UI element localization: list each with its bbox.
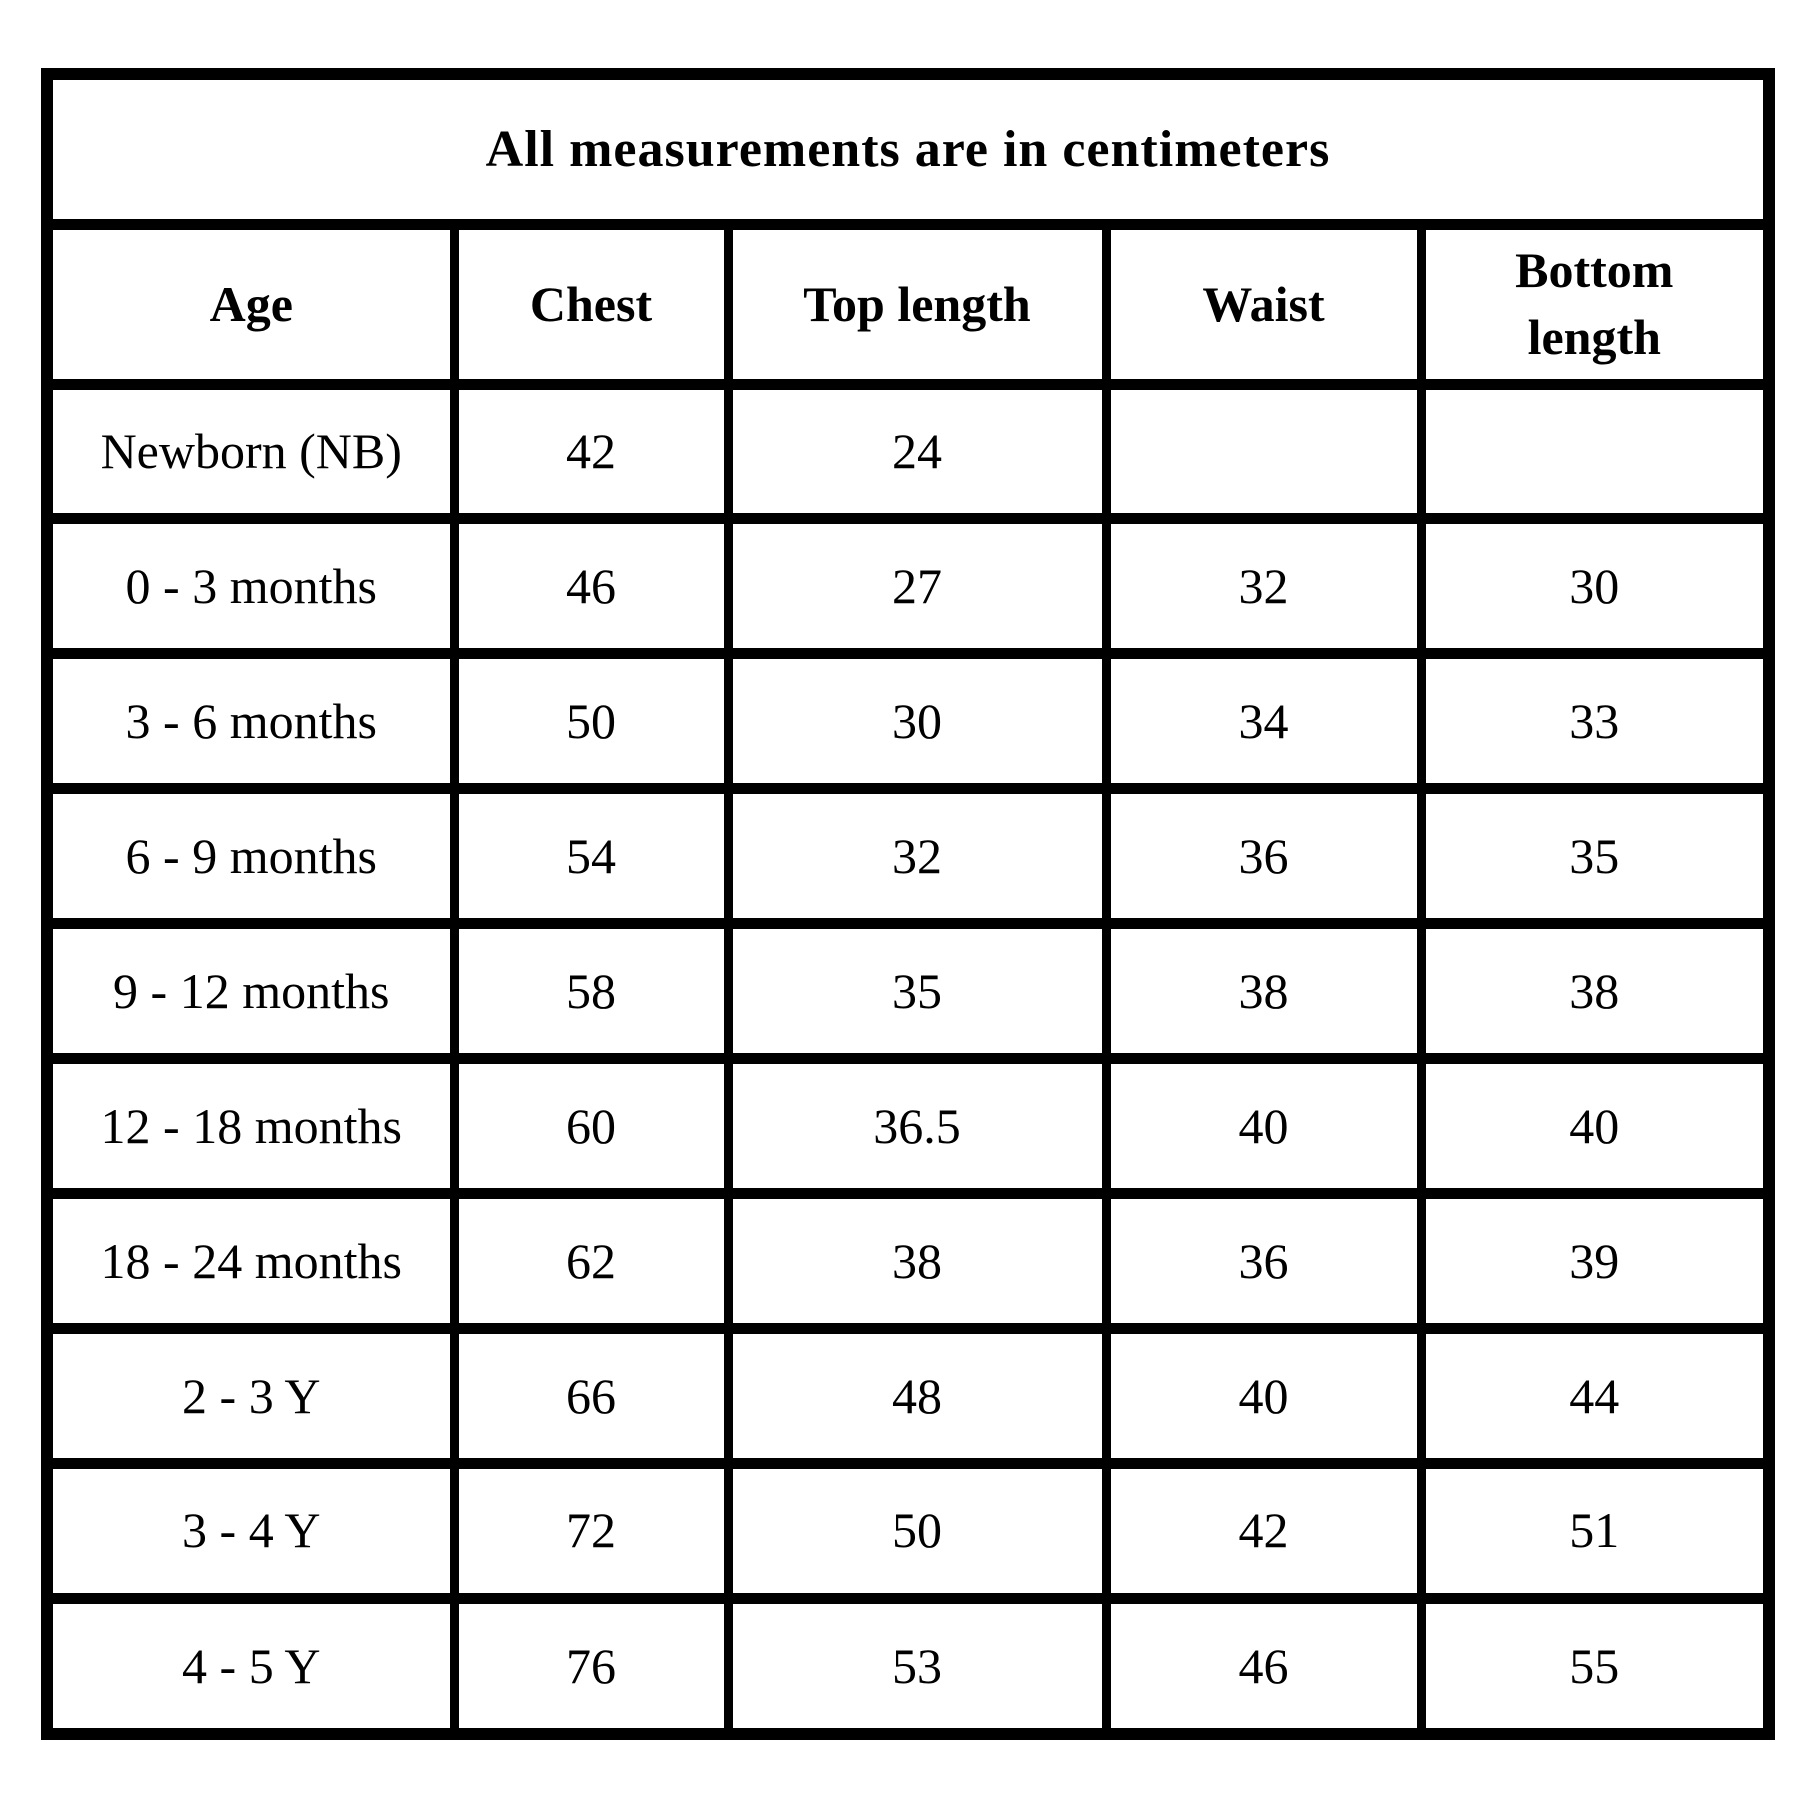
waist-cell: 38 <box>1106 924 1421 1059</box>
column-header-age: Age <box>47 224 454 384</box>
chest-cell: 58 <box>454 924 728 1059</box>
bottom-length-cell: 44 <box>1421 1328 1769 1463</box>
bottom-length-cell: 38 <box>1421 924 1769 1059</box>
chest-cell: 60 <box>454 1059 728 1194</box>
top-length-cell: 30 <box>728 654 1106 789</box>
age-cell: 0 - 3 months <box>47 519 454 654</box>
top-length-cell: 27 <box>728 519 1106 654</box>
age-cell: Newborn (NB) <box>47 384 454 519</box>
age-cell: 3 - 6 months <box>47 654 454 789</box>
bottom-length-cell: 55 <box>1421 1598 1769 1734</box>
chest-cell: 50 <box>454 654 728 789</box>
waist-cell: 32 <box>1106 519 1421 654</box>
chest-cell: 46 <box>454 519 728 654</box>
age-cell: 9 - 12 months <box>47 924 454 1059</box>
bottom-length-cell: 33 <box>1421 654 1769 789</box>
column-header-bottom-length-label: Bottom length <box>1515 241 1674 365</box>
top-length-cell: 53 <box>728 1598 1106 1734</box>
column-header-chest: Chest <box>454 224 728 384</box>
waist-cell: 42 <box>1106 1463 1421 1598</box>
chest-cell: 42 <box>454 384 728 519</box>
waist-cell: 40 <box>1106 1328 1421 1463</box>
chest-cell: 76 <box>454 1598 728 1734</box>
chest-cell: 62 <box>454 1193 728 1328</box>
age-cell: 6 - 9 months <box>47 789 454 924</box>
waist-cell: 36 <box>1106 1193 1421 1328</box>
bottom-length-cell: 40 <box>1421 1059 1769 1194</box>
table-row <box>47 384 1769 519</box>
bottom-length-cell: 30 <box>1421 519 1769 654</box>
bottom-length-cell: 51 <box>1421 1463 1769 1598</box>
waist-cell: 34 <box>1106 654 1421 789</box>
top-length-cell: 32 <box>728 789 1106 924</box>
table-row <box>47 1328 1769 1463</box>
table-header-row <box>47 224 1769 384</box>
top-length-cell: 50 <box>728 1463 1106 1598</box>
size-chart-table <box>41 68 1775 1740</box>
column-header-top-length: Top length <box>728 224 1106 384</box>
top-length-cell: 48 <box>728 1328 1106 1463</box>
size-chart <box>41 68 1775 1740</box>
column-header-bottom-length <box>1421 224 1769 384</box>
table-title: All measurements are in centimeters <box>47 74 1769 224</box>
waist-cell: 46 <box>1106 1598 1421 1734</box>
table-row <box>47 1059 1769 1194</box>
age-cell: 3 - 4 Y <box>47 1463 454 1598</box>
column-header-waist: Waist <box>1106 224 1421 384</box>
bottom-length-cell <box>1421 384 1769 519</box>
table-title-row <box>47 74 1769 224</box>
table-row <box>47 519 1769 654</box>
table-row <box>47 1193 1769 1328</box>
table-row <box>47 1463 1769 1598</box>
age-cell: 18 - 24 months <box>47 1193 454 1328</box>
top-length-cell: 24 <box>728 384 1106 519</box>
top-length-cell: 36.5 <box>728 1059 1106 1194</box>
table-row <box>47 789 1769 924</box>
waist-cell: 40 <box>1106 1059 1421 1194</box>
table-row <box>47 654 1769 789</box>
bottom-length-cell: 39 <box>1421 1193 1769 1328</box>
table-row <box>47 924 1769 1059</box>
waist-cell: 36 <box>1106 789 1421 924</box>
table-row <box>47 1598 1769 1734</box>
waist-cell <box>1106 384 1421 519</box>
chest-cell: 66 <box>454 1328 728 1463</box>
top-length-cell: 35 <box>728 924 1106 1059</box>
chest-cell: 54 <box>454 789 728 924</box>
age-cell: 4 - 5 Y <box>47 1598 454 1734</box>
age-cell: 2 - 3 Y <box>47 1328 454 1463</box>
age-cell: 12 - 18 months <box>47 1059 454 1194</box>
bottom-length-cell: 35 <box>1421 789 1769 924</box>
chest-cell: 72 <box>454 1463 728 1598</box>
top-length-cell: 38 <box>728 1193 1106 1328</box>
